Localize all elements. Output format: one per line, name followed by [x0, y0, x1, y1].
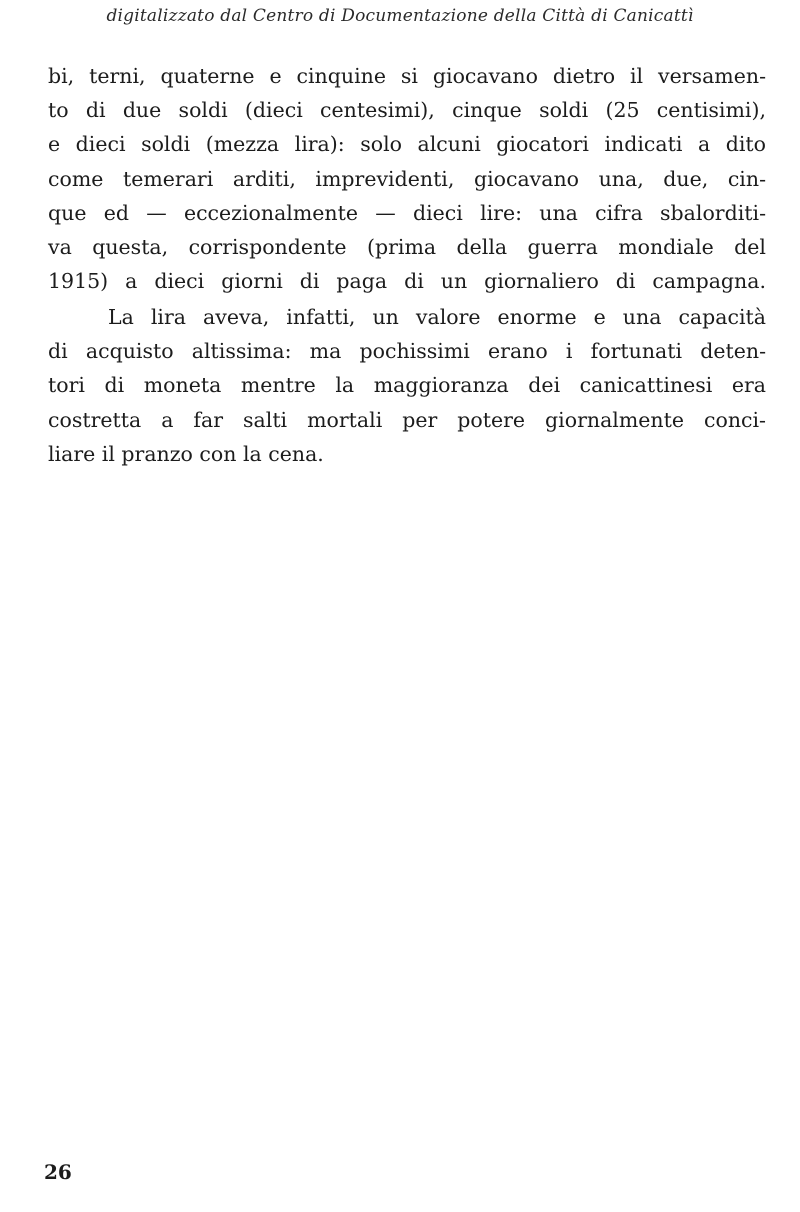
text-line: come temerari arditi, imprevidenti, giocavano una, due, cin- — [48, 166, 766, 191]
text-line: di acquisto altissima: ma pochissimi erano i fortunati deten- — [48, 339, 766, 364]
text-line: to di due soldi (dieci centesimi), cinque soldi (25 centisimi), — [48, 98, 766, 123]
text-line: que ed — eccezionalmente — dieci lire: una cifra sbalorditi- — [48, 200, 766, 225]
text-line: e dieci soldi (mezza lira): solo alcuni giocatori indicati a dito — [48, 132, 766, 157]
text-line: 1915) a dieci giorni di paga di un giornaliero di campagna. — [48, 269, 766, 294]
text-line: liare il pranzo con la cena. — [48, 441, 324, 466]
page-number: 26 — [44, 1160, 72, 1184]
text-line: va questa, corrispondente (prima della guerra mondiale del — [48, 234, 766, 259]
digitization-watermark: digitalizzato dal Centro di Documentazione della Città di Canicattì — [106, 6, 694, 26]
paragraph-1 — [48, 59, 766, 298]
paragraph-2 — [48, 300, 766, 471]
text-line: costretta a far salti mortali per potere giornalmente conci- — [48, 407, 766, 432]
text-line: La lira aveva, infatti, un valore enorme e una capacità — [108, 305, 766, 329]
text-line: tori di moneta mentre la maggioranza dei canicattinesi era — [48, 373, 766, 398]
text-line: bi, terni, quaterne e cinquine si giocavano dietro il versamen- — [48, 64, 766, 88]
